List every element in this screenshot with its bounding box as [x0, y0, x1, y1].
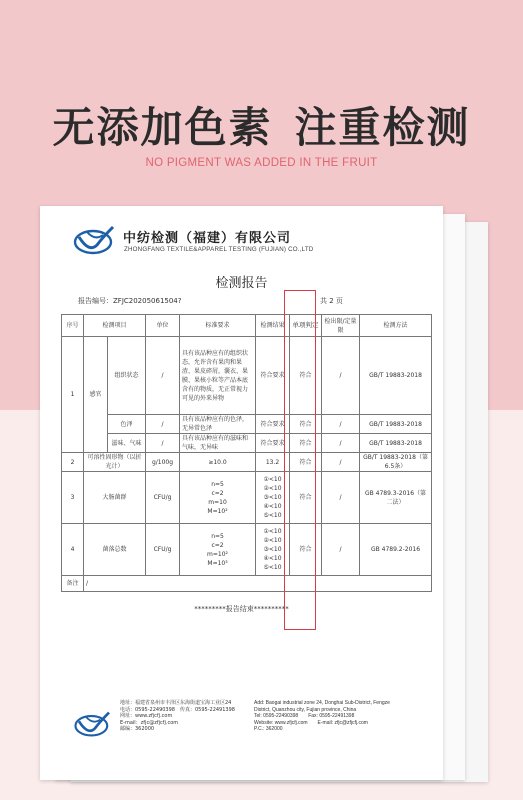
company-name-en: ZHONGFANG TEXTILE&APPAREL TESTING (FUJIAN) CO.,LTD — [124, 246, 314, 253]
report-title: 检测报告 — [215, 276, 268, 291]
header-cell: 标准要求 — [180, 315, 256, 337]
subline: NO PIGMENT WAS ADDED IN THE FRUIT — [145, 157, 378, 169]
headline-part2: 注重检测 — [294, 103, 471, 152]
headline — [0, 95, 523, 155]
page-info: 共 2 页 — [320, 297, 343, 305]
verdict-highlight-box — [284, 290, 316, 630]
footer-contact-en: Add: Baogai industrial zone 24, Donghai Sub-District, Fengze District, Quanzhou city, Fujian province, China Tel: 0595-22490398 Fax: 0595-22491398 Website: www.zfjcfj.com E-mail: zfjc@zfjcfj.com P.C.: 362000 — [254, 700, 390, 732]
table-header-row — [62, 315, 432, 337]
header-cell: 检出限/定量限 — [322, 315, 360, 337]
header-cell: 单位 — [146, 315, 180, 337]
header-cell: 检测方法 — [360, 315, 432, 337]
table-row: 滋味、气味 / 具有该品种应有的滋味和气味，无异味 符合要求 符合 / GB/T 19883-2018 — [62, 434, 432, 453]
table-row: 3 大肠菌群 CFU/g n=5 c=2 m=10 M=10² ①<10 ②<10 ③<10 ④<10 ⑤<10 符合 / GB 4789.3-2016（第二法） — [62, 472, 432, 524]
headline-part1: 无添加色素 — [52, 103, 273, 152]
report-end-text: *********报告结束********** — [194, 605, 289, 613]
report-number: 报告编号：ZFJC20205061504? — [78, 297, 182, 305]
footer-contact-cn: 地址：福建省泉州市丰泽区东海街道宝海工业区24 电话：0595-22490398 传真：0595-22491398 网址：www.zfjcfj.com E-mail：zfjc@zfjcfj.com 邮编：362000 — [120, 700, 235, 732]
table-row: 4 菌落总数 CFU/g n=5 c=2 m=10² M=10³ ①<10 ②<10 ③<10 ④<10 ⑤<10 符合 / GB 4789.2-2016 — [62, 524, 432, 576]
table-row: 色泽 / 具有该品种应有的色泽，无异常色泽 符合要求 符合 / GB/T 19883-2018 — [62, 415, 432, 434]
header-cell: 检测项目 — [84, 315, 146, 337]
table-row: 2 可溶性固形物（以折光计） g/100g ≥10.0 13.2 符合 / GB/T 19883-2018（第6.5条） — [62, 453, 432, 472]
company-logo-icon — [73, 223, 119, 257]
report-document — [40, 206, 443, 780]
header-cell: 序号 — [62, 315, 84, 337]
header-cell: 检测结果 — [256, 315, 290, 337]
header-cell: 单项判定 — [290, 315, 322, 337]
table-row: 备注 / — [62, 576, 432, 592]
table-row: 1 感官 组织状态 / 具有该品种应有的组织状态，允许含有果肉和果渣、果皮碎屑，囊衣、果膜、果核小粒等产品本底含有的物质，无正常视力可见的外来异物 符合要求 符合 / GB/T 19883-2018 — [62, 337, 432, 415]
company-name-cn: 中纺检测（福建）有限公司 — [123, 231, 292, 246]
company-logo-icon — [73, 709, 115, 739]
results-table — [61, 314, 432, 592]
